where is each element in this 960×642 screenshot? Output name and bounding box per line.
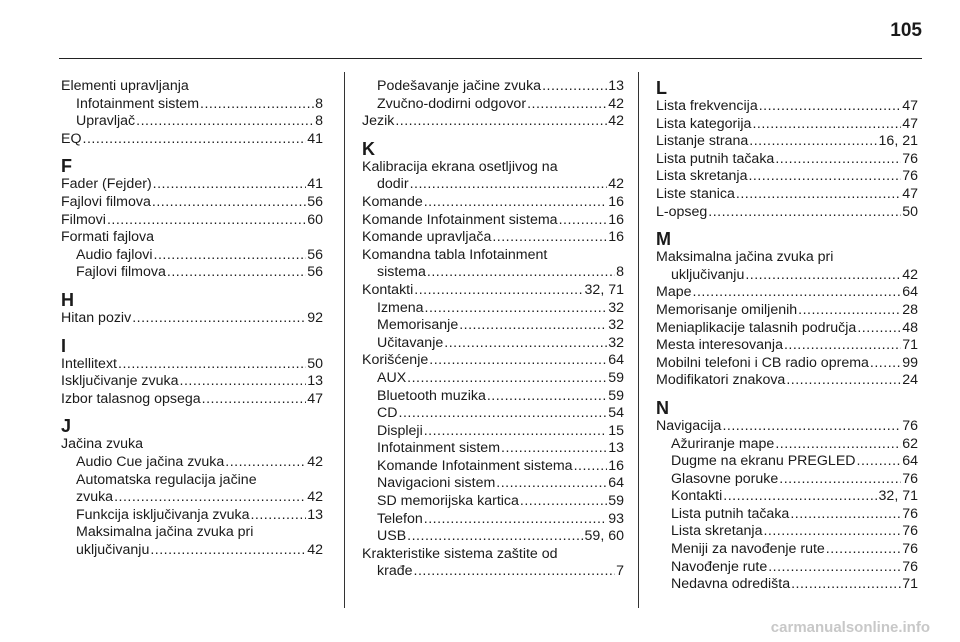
- dot-leader: [786, 372, 901, 390]
- dot-leader: [708, 204, 901, 222]
- index-entry-term: uključivanju: [76, 541, 150, 558]
- dot-leader: [83, 131, 307, 149]
- index-letter-heading: K: [362, 138, 375, 159]
- index-entry: [362, 194, 624, 212]
- index-entry: [61, 212, 323, 230]
- index-entry-term: Fader (Fejder): [61, 176, 152, 193]
- dot-leader: [407, 370, 607, 388]
- index-entry-term: Mesta interesovanja: [656, 337, 783, 354]
- index-entry-term: Komande: [362, 193, 423, 210]
- index-entry-page: 16: [608, 211, 624, 228]
- index-entry-term: EQ: [61, 130, 82, 147]
- dot-leader: [427, 264, 615, 282]
- dot-leader: [784, 337, 901, 355]
- index-entry-term: Izbor talasnog opsega: [61, 390, 201, 407]
- dot-leader: [748, 168, 901, 186]
- index-entry: [656, 302, 918, 320]
- index-entry-term: Filmovi: [61, 211, 106, 228]
- index-entry: [656, 337, 918, 355]
- index-entry-page: 13: [307, 506, 323, 523]
- index-column-2: [362, 78, 624, 581]
- index-entry-term: Nedavna odredišta: [671, 576, 791, 593]
- index-entry: [61, 247, 323, 265]
- dot-leader: [429, 352, 607, 370]
- index-entry-term: Audio Cue jačina zvuka: [76, 453, 225, 470]
- index-entry: [362, 264, 624, 282]
- index-entry-term: uključivanju: [671, 266, 745, 283]
- index-letter-heading: I: [61, 335, 67, 356]
- dot-leader: [136, 113, 314, 131]
- dot-leader: [870, 355, 901, 373]
- index-entry: [61, 356, 323, 374]
- index-entry-page: 76: [902, 150, 918, 167]
- dot-leader: [167, 264, 306, 282]
- dot-leader: [501, 440, 607, 458]
- index-entry: [656, 453, 918, 471]
- index-entry: [656, 204, 918, 222]
- column-divider-2: [638, 72, 639, 608]
- index-entry-page: 24: [902, 372, 918, 389]
- index-entry: [656, 168, 918, 186]
- header-rule: [59, 58, 922, 59]
- index-entry-term: Krakteristike sistema zaštite od: [362, 545, 558, 562]
- index-entry-page: 42: [608, 113, 624, 130]
- index-entry: [362, 212, 624, 230]
- dot-leader: [154, 247, 307, 265]
- dot-leader: [202, 391, 307, 409]
- index-letter-heading: F: [61, 156, 72, 177]
- index-entry-term: USB: [377, 528, 407, 545]
- index-entry-page: 28: [902, 301, 918, 318]
- index-entry-term: Audio fajlovi: [76, 246, 153, 263]
- index-entry-term: CD: [377, 405, 398, 422]
- index-entry-term: Meniaplikacije talasnih područja: [656, 319, 857, 336]
- index-entry-term: Mape: [656, 284, 692, 301]
- dot-leader: [775, 151, 901, 169]
- index-entry-page: 71: [902, 576, 918, 593]
- index-entry-term: Komande upravljača: [362, 229, 492, 246]
- index-entry-page: 7: [616, 563, 624, 580]
- index-entry-term: Lista skretanja: [656, 168, 748, 185]
- index-entry-term: Korišćenje: [362, 352, 429, 369]
- index-entry-page: 32: [608, 317, 624, 334]
- dot-leader: [723, 488, 877, 506]
- dot-leader: [722, 418, 901, 436]
- index-entry-page: 47: [902, 98, 918, 114]
- dot-leader: [826, 541, 901, 559]
- index-entry-term: Modifikatori znakova: [656, 372, 786, 389]
- index-entry-page: 59: [608, 493, 624, 510]
- index-entry-page: 8: [315, 113, 323, 130]
- dot-leader: [520, 493, 607, 511]
- index-entry-term: Formati fajlova: [61, 229, 155, 246]
- index-entry-term: Maksimalna jačina zvuka pri: [76, 524, 254, 541]
- dot-leader: [559, 212, 608, 230]
- dot-leader: [542, 78, 607, 96]
- index-entry-page: 56: [307, 193, 323, 210]
- dot-leader: [399, 405, 608, 423]
- index-entry: [61, 454, 323, 472]
- index-entry: [61, 131, 323, 149]
- index-entry-term: Fajlovi filmova: [76, 264, 166, 281]
- index-entry: [656, 116, 918, 134]
- index-entry: [61, 96, 323, 114]
- index-entry: [656, 559, 918, 577]
- index-entry: [656, 151, 918, 169]
- index-entry-page: 13: [608, 78, 624, 94]
- index-entry-term: Fajlovi filmova: [61, 193, 151, 210]
- index-entry: [61, 229, 323, 247]
- index-entry: [362, 423, 624, 441]
- dot-leader: [745, 267, 901, 285]
- index-entry-page: 92: [307, 309, 323, 326]
- index-entry-page: 56: [307, 246, 323, 263]
- index-entry: [362, 370, 624, 388]
- dot-leader: [153, 176, 307, 194]
- index-entry: [362, 352, 624, 370]
- index-entry: [656, 267, 918, 285]
- index-entry: [362, 493, 624, 511]
- dot-leader: [749, 133, 877, 151]
- index-entry-page: 13: [307, 373, 323, 390]
- dot-leader: [775, 436, 901, 454]
- index-entry-page: 15: [608, 422, 624, 439]
- index-entry: [61, 524, 323, 542]
- index-entry: [656, 506, 918, 524]
- index-entry-page: 42: [902, 266, 918, 283]
- dot-leader: [759, 98, 901, 116]
- dot-leader: [152, 194, 306, 212]
- index-column-3: [656, 78, 918, 594]
- index-entry-page: 32: [608, 334, 624, 351]
- dot-leader: [752, 116, 901, 134]
- index-entry-term: Navigacija: [656, 417, 722, 434]
- index-entry: [61, 507, 323, 525]
- index-entry: [61, 472, 323, 490]
- index-entry-term: Intellitext: [61, 355, 117, 372]
- index-entry: [362, 159, 624, 177]
- dot-leader: [225, 454, 306, 472]
- index-entry-term: Funkcija isključivanja zvuka: [76, 506, 250, 523]
- index-entry-page: 42: [608, 95, 624, 112]
- index-entry: [61, 194, 323, 212]
- index-entry: [362, 247, 624, 265]
- index-entry-page: 50: [307, 355, 323, 372]
- index-entry-term: Navođenje rute: [671, 558, 768, 575]
- index-entry: [362, 96, 624, 114]
- index-entry-page: 47: [902, 115, 918, 132]
- index-entry-page: 59, 60: [584, 528, 624, 545]
- index-entry: [656, 320, 918, 338]
- index-entry-page: 64: [608, 475, 624, 492]
- index-entry: [656, 284, 918, 302]
- index-entry-term: Ažuriranje mape: [671, 435, 775, 452]
- index-entry-term: Učitavanje: [377, 334, 444, 351]
- index-entry-term: Podešavanje jačine zvuka: [377, 78, 542, 94]
- index-letter-heading: J: [61, 416, 72, 437]
- index-entry-term: AUX: [377, 369, 407, 386]
- index-entry-term: Komande Infotainment sistema: [362, 211, 558, 228]
- index-entry-term: Infotainment sistem: [76, 95, 200, 112]
- index-entry-page: 47: [307, 390, 323, 407]
- index-entry-page: 62: [902, 435, 918, 452]
- index-entry-term: Komandna tabla Infotainment: [362, 246, 548, 263]
- page-number: 105: [890, 20, 922, 41]
- index-entry: [656, 523, 918, 541]
- dot-leader: [407, 528, 583, 546]
- index-entry: [362, 282, 624, 300]
- dot-leader: [768, 559, 901, 577]
- index-entry-page: 16: [608, 457, 624, 474]
- index-entry: [362, 458, 624, 476]
- index-entry-page: 16: [608, 193, 624, 210]
- index-entry-term: Hitan poziv: [61, 309, 132, 326]
- index-entry: [362, 335, 624, 353]
- index-entry: [362, 300, 624, 318]
- index-entry-term: Kontakti: [362, 281, 414, 298]
- index-entry-term: krađe: [377, 563, 413, 580]
- dot-leader: [424, 194, 607, 212]
- index-entry: [656, 249, 918, 267]
- index-entry-page: 16, 21: [878, 133, 918, 150]
- index-entry-page: 8: [616, 264, 624, 281]
- index-entry: [362, 176, 624, 194]
- index-entry: [362, 317, 624, 335]
- dot-leader: [779, 471, 901, 489]
- index-letter-heading: M: [656, 229, 671, 250]
- index-entry: [362, 475, 624, 493]
- index-entry-term: dodir: [377, 176, 409, 193]
- index-entry: [61, 391, 323, 409]
- index-entry: [61, 78, 323, 96]
- dot-leader: [107, 212, 306, 230]
- index-entry: [656, 541, 918, 559]
- index-entry-term: Bluetooth muzika: [377, 387, 486, 404]
- index-entry-term: Komande Infotainment sistema: [377, 457, 573, 474]
- dot-leader: [459, 317, 607, 335]
- index-entry-term: Maksimalna jačina zvuka pri: [656, 249, 834, 266]
- index-entry-page: 64: [902, 284, 918, 301]
- index-entry-term: Infotainment sistem: [377, 440, 501, 457]
- index-entry-page: 64: [902, 453, 918, 470]
- index-entry-page: 56: [307, 264, 323, 281]
- index-column-1: [61, 78, 323, 559]
- index-entry-page: 42: [307, 489, 323, 506]
- index-entry-page: 99: [902, 354, 918, 371]
- dot-leader: [693, 284, 902, 302]
- dot-leader: [410, 176, 608, 194]
- index-entry-page: 76: [902, 168, 918, 185]
- dot-leader: [496, 475, 607, 493]
- index-entry: [656, 133, 918, 151]
- index-entry-term: Dugme na ekranu PREGLED: [671, 453, 856, 470]
- index-entry: [362, 229, 624, 247]
- dot-leader: [424, 511, 607, 529]
- index-entry: [656, 576, 918, 594]
- index-entry: [656, 98, 918, 116]
- dot-leader: [798, 302, 901, 320]
- index-entry: [61, 489, 323, 507]
- index-entry-term: Navigacioni sistem: [377, 475, 496, 492]
- index-entry-term: Liste stanica: [656, 185, 735, 202]
- dot-leader: [414, 282, 583, 300]
- index-entry-term: SD memorijska kartica: [377, 493, 519, 510]
- index-entry: [656, 372, 918, 390]
- dot-leader: [857, 453, 902, 471]
- index-entry-page: 76: [902, 417, 918, 434]
- index-entry-term: Glasovne poruke: [671, 470, 779, 487]
- index-entry: [61, 310, 323, 328]
- index-entry-page: 76: [902, 470, 918, 487]
- dot-leader: [736, 186, 901, 204]
- dot-leader: [114, 489, 306, 507]
- index-entry-page: 13: [608, 440, 624, 457]
- index-entry-term: Lista kategorija: [656, 115, 752, 132]
- index-entry: [61, 436, 323, 454]
- index-entry: [656, 418, 918, 436]
- dot-leader: [791, 576, 901, 594]
- index-entry-page: 59: [608, 369, 624, 386]
- index-entry: [656, 186, 918, 204]
- index-entry: [362, 405, 624, 423]
- dot-leader: [487, 388, 607, 406]
- index-entry-page: 41: [307, 130, 323, 147]
- index-entry: [362, 546, 624, 564]
- column-divider-1: [344, 72, 345, 608]
- index-entry-term: Lista skretanja: [671, 523, 763, 540]
- index-entry-page: 50: [902, 203, 918, 220]
- dot-leader: [180, 373, 307, 391]
- index-entry-term: L-opseg: [656, 203, 708, 220]
- index-entry-page: 59: [608, 387, 624, 404]
- index-entry-page: 48: [902, 319, 918, 336]
- index-entry-page: 47: [902, 185, 918, 202]
- dot-leader: [444, 335, 607, 353]
- index-entry: [362, 528, 624, 546]
- index-entry-page: 42: [307, 453, 323, 470]
- dot-leader: [250, 507, 306, 525]
- index-entry: [61, 264, 323, 282]
- index-entry-page: 76: [902, 523, 918, 540]
- index-entry-term: Lista putnih tačaka: [671, 505, 790, 522]
- index-entry: [656, 355, 918, 373]
- dot-leader: [425, 300, 608, 318]
- index-entry-term: Memorisanje: [377, 317, 459, 334]
- index-entry-page: 76: [902, 558, 918, 575]
- index-entry-term: Listanje strana: [656, 133, 749, 150]
- dot-leader: [132, 310, 306, 328]
- index-entry-page: 76: [902, 541, 918, 558]
- index-entry-term: Telefon: [377, 510, 423, 527]
- index-entry-page: 32: [608, 299, 624, 316]
- dot-leader: [424, 423, 607, 441]
- index-entry: [362, 388, 624, 406]
- index-entry-page: 8: [315, 95, 323, 112]
- dot-leader: [574, 458, 608, 476]
- index-entry-page: 32, 71: [584, 281, 624, 298]
- dot-leader: [527, 96, 607, 114]
- index-entry-page: 54: [608, 405, 624, 422]
- index-entry: [656, 436, 918, 454]
- dot-leader: [118, 356, 306, 374]
- index-entry-page: 16: [608, 229, 624, 246]
- index-entry-term: sistema: [377, 264, 426, 281]
- index-entry: [61, 176, 323, 194]
- index-entry-page: 32, 71: [878, 488, 918, 505]
- index-entry: [362, 511, 624, 529]
- dot-leader: [395, 113, 607, 131]
- index-entry: [362, 113, 624, 131]
- dot-leader: [414, 563, 616, 581]
- index-entry-term: Mobilni telefoni i CB radio oprema: [656, 354, 869, 371]
- index-entry-term: Automatska regulacija jačine: [76, 471, 257, 488]
- dot-leader: [200, 96, 314, 114]
- index-entry-page: 64: [608, 352, 624, 369]
- index-entry-page: 42: [307, 541, 323, 558]
- index-entry: [362, 78, 624, 96]
- dot-leader: [763, 523, 901, 541]
- index-entry-term: Izmena: [377, 299, 424, 316]
- index-entry: [362, 440, 624, 458]
- index-entry: [61, 113, 323, 131]
- index-entry-page: 60: [307, 211, 323, 228]
- index-entry-term: Elementi upravljanja: [61, 78, 189, 94]
- index-entry: [656, 471, 918, 489]
- index-entry-term: Zvučno-dodirni odgovor: [377, 95, 527, 112]
- index-entry: [61, 373, 323, 391]
- index-letter-heading: H: [61, 289, 74, 310]
- index-entry-term: Meniji za navođenje rute: [671, 541, 825, 558]
- dot-leader: [150, 542, 306, 560]
- index-entry-page: 42: [608, 176, 624, 193]
- index-entry-term: Displeji: [377, 422, 423, 439]
- index-entry-term: Jezik: [362, 113, 395, 130]
- index-entry-term: zvuka: [76, 489, 114, 506]
- index-entry-term: Upravljač: [76, 113, 136, 130]
- index-entry-term: Isključivanje zvuka: [61, 373, 179, 390]
- dot-leader: [790, 506, 901, 524]
- index-entry-page: 93: [608, 510, 624, 527]
- index-entry: [656, 488, 918, 506]
- dot-leader: [492, 229, 607, 247]
- index-letter-heading: L: [656, 78, 667, 98]
- watermark: carmanualsonline.info: [770, 619, 930, 636]
- index-entry-term: Lista putnih tačaka: [656, 150, 775, 167]
- index-entry-term: Kontakti: [671, 488, 723, 505]
- index-entry-term: Kalibracija ekrana osetljivog na: [362, 158, 558, 175]
- index-letter-heading: N: [656, 397, 669, 418]
- index-entry-page: 71: [902, 337, 918, 354]
- index-entry-term: Lista frekvencija: [656, 98, 758, 114]
- index-entry-page: 76: [902, 505, 918, 522]
- index-entry: [61, 542, 323, 560]
- index-entry-term: Memorisanje omiljenih: [656, 301, 798, 318]
- index-entry-term: Jačina zvuka: [61, 436, 144, 453]
- index-entry-page: 41: [307, 176, 323, 193]
- index-entry: [362, 563, 624, 581]
- dot-leader: [857, 320, 901, 338]
